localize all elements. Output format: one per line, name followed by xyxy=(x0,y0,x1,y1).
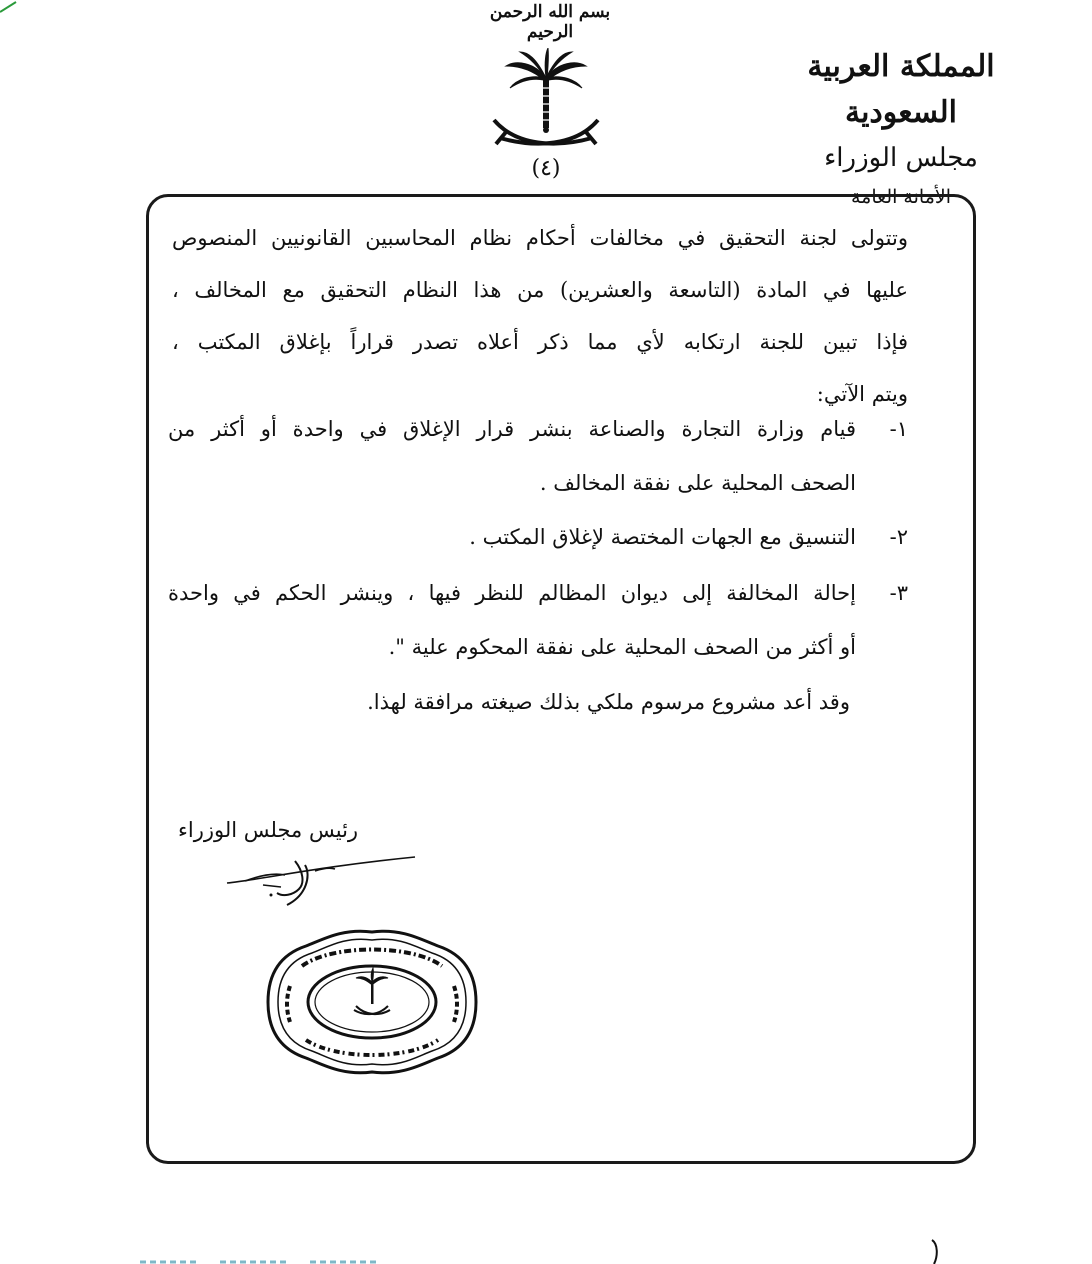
cropped-footer-text xyxy=(140,1254,380,1264)
paragraph-line: وتتولى لجنة التحقيق في مخالفات أحكام نظام المحاسبين القانونيين المنصوص xyxy=(172,226,908,250)
intro-paragraph xyxy=(172,212,908,420)
item-text xyxy=(168,402,856,510)
item-number: ٢- xyxy=(889,525,908,549)
item-line: قيام وزارة التجارة والصناعة بنشر قرار الإغلاق في واحدة أو أكثر من xyxy=(168,417,856,441)
basmala: بسم الله الرحمن الرحيم xyxy=(489,2,611,42)
paragraph-line: فإذا تبين للجنة ارتكابه لأي مما ذكر أعلاه تصدر قراراً بإغلاق المكتب ، xyxy=(172,330,908,354)
item-text xyxy=(168,510,856,564)
closing-sentence: وقد أعد مشروع مرسوم ملكي بذلك صيغته مرافقة لهذا. xyxy=(367,690,850,714)
palm-swords-emblem-icon xyxy=(486,48,606,158)
page-number: (٤) xyxy=(531,156,561,181)
official-seal xyxy=(262,926,482,1078)
paragraph-line: ويتم الآتي: xyxy=(816,382,908,406)
list-item xyxy=(168,566,908,676)
item-line: التنسيق مع الجهات المختصة لإغلاق المكتب . xyxy=(469,525,856,549)
signatory-title: رئيس مجلس الوزراء xyxy=(178,818,359,842)
item-line: أو أكثر من الصحف المحلية على نفقة المحكوم علية ". xyxy=(388,635,856,659)
item-text xyxy=(168,566,856,674)
margin-mark xyxy=(928,1238,944,1264)
item-line: الصحف المحلية على نفقة المخالف . xyxy=(539,471,856,495)
item-number: ١- xyxy=(889,417,908,441)
council-title: مجلس الوزراء xyxy=(824,143,978,173)
handwritten-signature xyxy=(225,845,420,910)
secretariat-title: الأمانة العامة xyxy=(851,186,951,208)
list-item xyxy=(168,402,908,512)
letterhead xyxy=(756,44,1046,212)
paragraph-line: عليها في المادة (التاسعة والعشرين) من هذا النظام التحقيق مع المخالف ، xyxy=(172,278,908,302)
item-number: ٣- xyxy=(889,581,908,605)
kingdom-title: المملكة العربية السعودية xyxy=(807,49,995,130)
corner-mark xyxy=(0,0,20,14)
item-line: إحالة المخالفة إلى ديوان المظالم للنظر فيها ، وينشر الحكم في واحدة xyxy=(168,581,856,605)
list-item xyxy=(172,510,908,566)
